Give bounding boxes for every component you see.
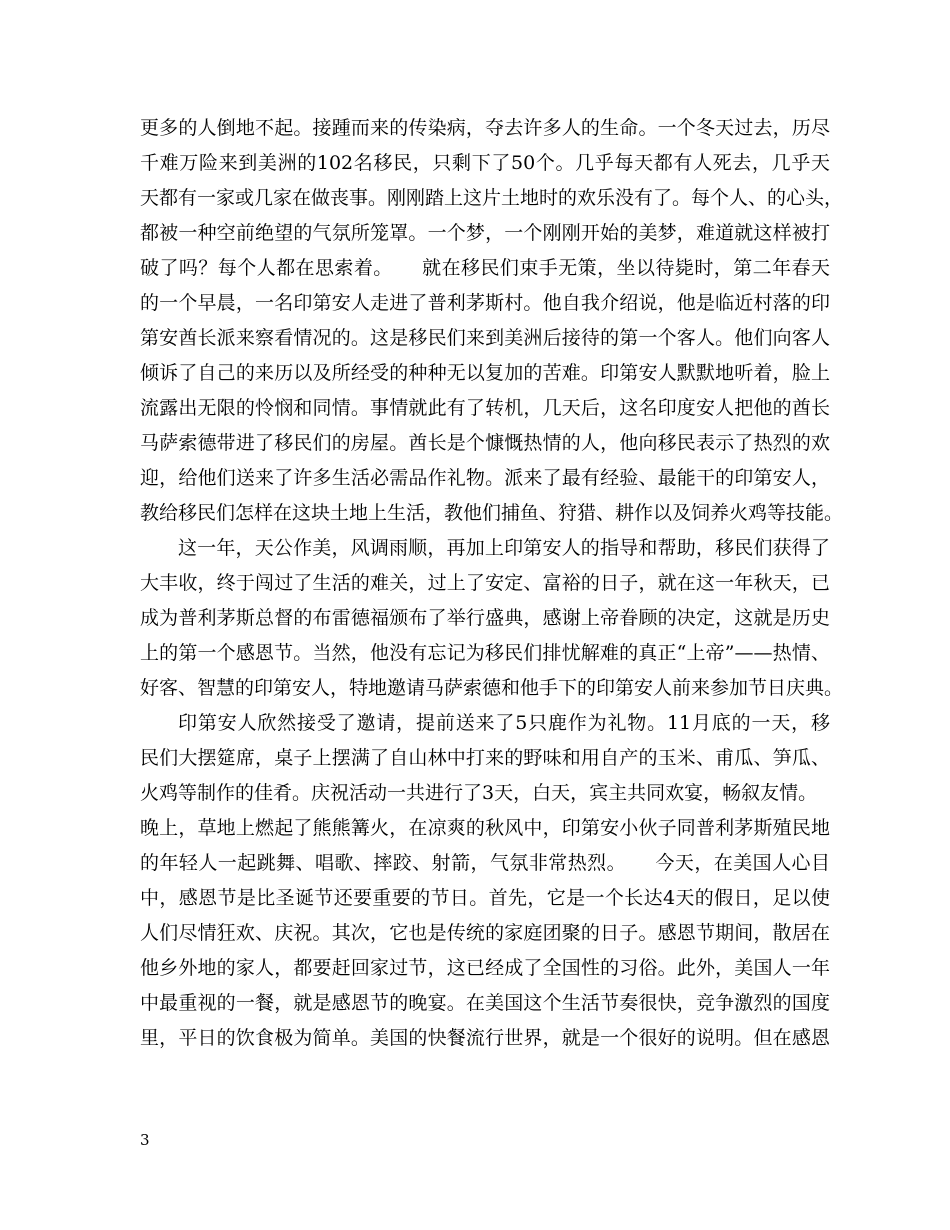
text-line: 天都有一家或几家在做丧事。刚刚踏上这片土地时的欢乐没有了。每个人、的心头， [140,187,844,209]
text-line: 迎，给他们送来了许多生活必需品作礼物。派来了最有经验、最能干的印第安人， [140,467,830,489]
text-line: 中，感恩节是比圣诞节还要重要的节日。首先，它是一个长达4天的假日，足以使 [140,887,830,909]
text-line: 晚上，草地上燃起了熊熊篝火，在凉爽的秋风中，印第安小伙子同普利茅斯殖民地 [140,817,830,839]
text-line: 的一个早晨，一名印第安人走进了普利茅斯村。他自我介绍说，他是临近村落的印 [140,292,830,314]
text-line: 流露出无限的怜悯和同情。事情就此有了转机，几天后，这名印度安人把他的酋长 [140,397,830,419]
text-line: 中最重视的一餐，就是感恩节的晚宴。在美国这个生活节奏很快，竞争激烈的国度 [140,992,830,1014]
text-line: 里，平日的饮食极为简单。美国的快餐流行世界，就是一个很好的说明。但在感恩 [140,1027,830,1049]
text-line: 他乡外地的家人，都要赶回家过节，这已经成了全国性的习俗。此外，美国人一年 [140,957,830,979]
text-line: 印第安人欣然接受了邀请，提前送来了5只鹿作为礼物。11月底的一天，移 [178,712,830,734]
text-line: 教给移民们怎样在这块土地上生活，教他们捕鱼、狩猎、耕作以及饲养火鸡等技能。 [140,502,844,524]
text-line: 更多的人倒地不起。接踵而来的传染病，夺去许多人的生命。一个冬天过去，历尽 [140,117,830,139]
text-line: 民们大摆筵席，桌子上摆满了自山林中打来的野味和用自产的玉米、甫瓜、笋瓜、 [140,747,830,769]
text-line: 倾诉了自己的来历以及所经受的种种无以复加的苦难。印第安人默默地听着，脸上 [140,362,830,384]
text-line: 的年轻人一起跳舞、唱歌、摔跤、射箭，气氛非常热烈。 今天，在美国人心目 [140,852,830,874]
text-line: 成为普利茅斯总督的布雷德福颁布了举行盛典，感谢上帝眷顾的决定，这就是历史 [140,607,830,629]
text-line: 都被一种空前绝望的气氛所笼罩。一个梦，一个刚刚开始的美梦，难道就这样被打 [140,222,830,244]
text-line: 千难万险来到美洲的102名移民，只剩下了50个。几乎每天都有人死去，几乎天 [140,152,830,174]
text-line: 这一年，天公作美，风调雨顺，再加上印第安人的指导和帮助，移民们获得了 [178,537,830,559]
text-line: 第安酋长派来察看情况的。这是移民们来到美洲后接待的第一个客人。他们向客人 [140,327,830,349]
text-line: 人们尽情狂欢、庆祝。其次，它也是传统的家庭团聚的日子。感恩节期间，散居在 [140,922,830,944]
text-line: 破了吗？每个人都在思索着。 就在移民们束手无策，坐以待毙时，第二年春天 [140,257,830,279]
text-line: 马萨索德带进了移民们的房屋。酋长是个慷慨热情的人，他向移民表示了热烈的欢 [140,432,830,454]
text-line: 上的第一个感恩节。当然，他没有忘记为移民们排忧解难的真正“上帝”——热情、 [140,642,830,664]
text-line: 大丰收，终于闯过了生活的难关，过上了安定、富裕的日子，就在这一年秋天，已 [140,572,830,594]
page-number: 3 [140,1131,150,1149]
text-line: 好客、智慧的印第安人，特地邀请马萨索德和他手下的印第安人前来参加节日庆典。 [140,677,844,699]
text-line: 火鸡等制作的佳肴。庆祝活动一共进行了3天，白天，宾主共同欢宴，畅叙友情。 [140,782,818,804]
